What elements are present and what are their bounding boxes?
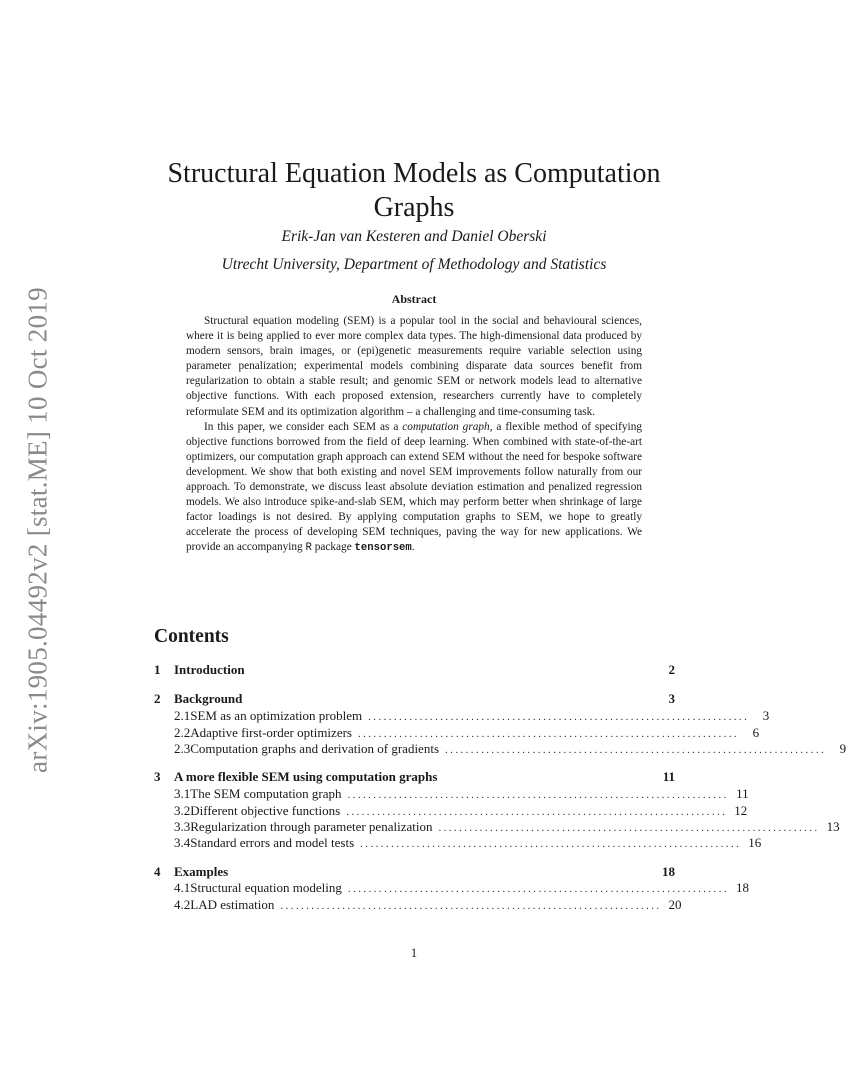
abstract-body: [186, 314, 642, 557]
toc-subsection[interactable]: [154, 835, 762, 852]
toc-section-title: Introduction: [174, 662, 245, 677]
toc-leader-dots: ..........................................................................: [368, 711, 750, 723]
toc-subsection[interactable]: [154, 725, 760, 742]
toc-subsection-number: 2.2: [174, 725, 191, 740]
paper-title: [120, 157, 708, 225]
toc-section-page: 3: [668, 691, 675, 706]
toc-section-page: 2: [668, 662, 675, 677]
toc-section[interactable]: [154, 662, 675, 679]
toc-subsection[interactable]: [154, 880, 749, 897]
toc-leader-dots: ..........................................................................: [438, 822, 820, 834]
toc-subsection[interactable]: [154, 786, 749, 803]
toc-subsection-number: 3.3: [174, 819, 191, 834]
toc-subsection-number: 3.1: [174, 786, 191, 801]
abstract-p2-text-a: In this paper, we consider each SEM as a: [204, 420, 403, 433]
abstract-paragraph-2: [186, 420, 642, 557]
toc-subsection-number: 3.2: [174, 803, 191, 818]
toc-leader-dots: ..........................................................................: [347, 883, 729, 895]
toc-subsection[interactable]: [154, 741, 846, 758]
toc-subsection-page: 13: [826, 819, 840, 834]
toc-subsection-number: 2.1: [174, 708, 191, 723]
toc-leader-dots: ..........................................................................: [347, 789, 729, 801]
toc-section-number: 2: [154, 691, 161, 706]
toc-leader-dots: ..........................................................................: [360, 838, 742, 850]
toc-subsection-page: 16: [748, 835, 762, 850]
toc-subsection[interactable]: [154, 708, 770, 725]
toc-subsection-title: The SEM computation graph: [190, 786, 342, 801]
toc-section-number: 4: [154, 864, 161, 879]
abstract-p2-code-package: tensorsem: [354, 542, 412, 555]
toc-subsection-page: 12: [734, 803, 748, 818]
toc-subsection[interactable]: [154, 803, 748, 820]
toc-subsection-title: SEM as an optimization problem: [190, 708, 363, 723]
toc-section-number: 1: [154, 662, 161, 677]
toc-subsection-page: 20: [668, 897, 682, 912]
toc-subsection-page: 18: [736, 880, 749, 895]
toc-section-page: 18: [662, 864, 675, 879]
toc-subsection[interactable]: [154, 819, 840, 836]
title-line-1: Structural Equation Models as Computation: [167, 158, 661, 189]
authors: Erik-Jan van Kesteren and Daniel Oberski: [281, 228, 547, 245]
toc-subsection-title: Adaptive first-order optimizers: [190, 725, 352, 740]
abstract-p2-text-b: , a flexible method of specifying objective functions borrowed from the field of deep learning. When combined with state-of-the-art optimizers, our computation graph approach can extend SEM without the need for bespoke software development. We show that both existing and novel SEM improvements follow naturally from our approach. To demonstrate, we discuss least absolute deviation estimation and penalized regression models. We also introduce spike-and-slab SEM, which may perform better when shrinkage of large factor loadings is not desired. By applying computation graphs to SEM, we hope to greatly accelerate the process of developing SEM techniques, paving the way for new applications. We provide an accompanying: [186, 420, 642, 554]
abstract-p2-text-c: package: [311, 541, 355, 554]
affiliation: Utrecht University, Department of Methodology and Statistics: [221, 256, 607, 273]
toc-subsection-page: 3: [762, 708, 770, 723]
toc-subsection-title: Different objective functions: [190, 803, 341, 818]
toc-subsection-number: 4.1: [174, 880, 191, 895]
toc-section-title: Background: [174, 691, 243, 706]
toc-subsection-title: Structural equation modeling: [190, 880, 342, 895]
toc-subsection-title: Regularization through parameter penalization: [190, 819, 433, 834]
toc-subsection-title: Computation graphs and derivation of gradients: [190, 741, 440, 756]
toc-leader-dots: ..........................................................................: [346, 806, 728, 818]
toc-section-number: 3: [154, 769, 161, 784]
title-line-2: Graphs: [373, 192, 455, 223]
toc-section[interactable]: [154, 864, 675, 881]
abstract-paragraph-1: Structural equation modeling (SEM) is a popular tool in the social and behavioural sciences, where it is being applied to ever more complex data types. The high-dimensional data produced by modern sensors, brain images, or (epi)genetic measurements require variable selection using parameter penalization; experimental models combining disparate data sources benefit from regularization to obtain a stable result; and genomic SEM or network models lead to alternative objective functions. With each proposed extension, researchers currently have to completely reformulate SEM and its optimization algorithm – a challenging and time-consuming task.: [186, 315, 642, 418]
contents-heading: Contents: [154, 626, 229, 647]
toc-leader-dots: ..........................................................................: [357, 728, 740, 740]
toc-leader-dots: ..........................................................................: [280, 900, 662, 912]
arxiv-stamp-text: arXiv:1905.04492v2 [stat.ME] 10 Oct 2019: [22, 287, 53, 773]
abstract-p2-text-d: .: [411, 541, 415, 554]
toc-subsection-number: 2.3: [174, 741, 191, 756]
toc-section[interactable]: [154, 769, 675, 786]
toc-section-title: A more flexible SEM using computation graphs: [174, 769, 438, 784]
toc-subsection-title: Standard errors and model tests: [190, 835, 355, 850]
abstract-heading: Abstract: [391, 292, 437, 306]
page-number: 1: [410, 946, 418, 960]
toc-leader-dots: ..........................................................................: [445, 744, 827, 756]
toc-subsection-title: LAD estimation: [190, 897, 275, 912]
toc-subsection-page: 11: [736, 786, 749, 801]
toc-subsection-page: 9: [839, 741, 846, 756]
abstract-p2-code-r: R: [305, 542, 312, 555]
toc-section[interactable]: [154, 691, 675, 708]
toc-subsection-page: 6: [752, 725, 760, 740]
arxiv-stamp: [18, 285, 58, 775]
toc-section-title: Examples: [174, 864, 229, 879]
abstract-p2-emphasis: computation graph: [402, 420, 490, 433]
toc-subsection-number: 3.4: [174, 835, 191, 850]
toc-subsection[interactable]: [154, 897, 682, 914]
toc-section-page: 11: [662, 769, 675, 784]
toc-subsection-number: 4.2: [174, 897, 191, 912]
